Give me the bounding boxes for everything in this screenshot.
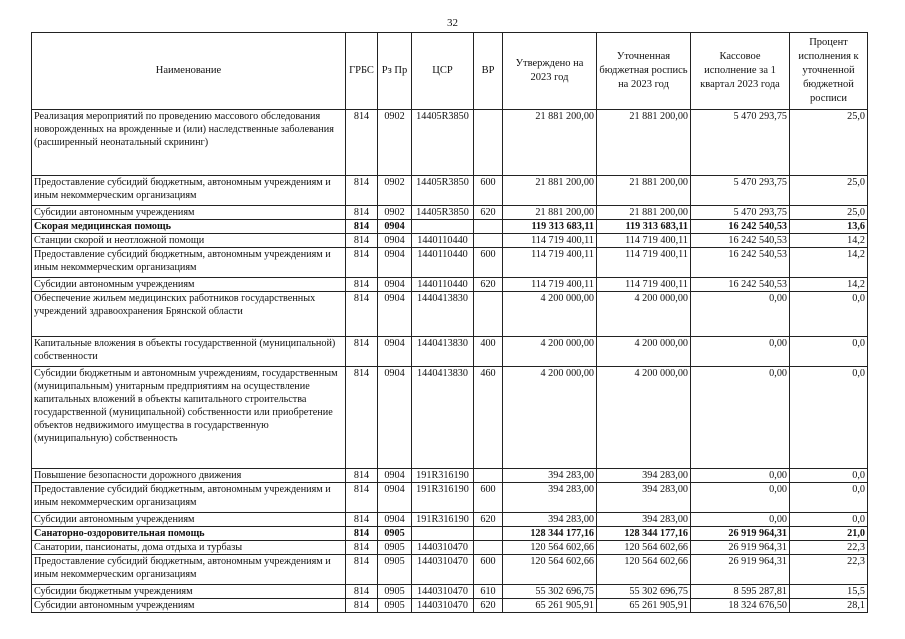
cell-grbs: 814 <box>346 206 378 220</box>
header-row <box>32 33 868 110</box>
cell-refined: 55 302 696,75 <box>597 585 691 599</box>
col-header-approved: Утверждено на 2023 год <box>503 33 597 110</box>
cell-grbs: 814 <box>346 513 378 527</box>
cell-vr: 620 <box>474 278 503 292</box>
col-header-rzpr: Рз Пр <box>378 33 412 110</box>
cell-name: Предоставление субсидий бюджетным, автономным учреждениям и иным некоммерческим организациям <box>32 248 346 278</box>
cell-percent: 14,2 <box>790 234 868 248</box>
cell-csr: 1440413830 <box>412 337 474 367</box>
cell-approved: 114 719 400,11 <box>503 234 597 248</box>
cell-vr: 610 <box>474 585 503 599</box>
cell-refined: 65 261 905,91 <box>597 599 691 613</box>
cell-approved: 21 881 200,00 <box>503 206 597 220</box>
cell-percent: 14,2 <box>790 278 868 292</box>
cell-name: Скорая медицинская помощь <box>32 220 346 234</box>
cell-approved: 120 564 602,66 <box>503 541 597 555</box>
cell-cash: 0,00 <box>691 292 790 337</box>
cell-percent: 22,3 <box>790 555 868 585</box>
cell-cash: 0,00 <box>691 337 790 367</box>
cell-vr <box>474 234 503 248</box>
cell-grbs: 814 <box>346 541 378 555</box>
cell-percent: 0,0 <box>790 367 868 469</box>
page-number: 32 <box>447 17 458 29</box>
cell-percent: 0,0 <box>790 337 868 367</box>
cell-approved: 119 313 683,11 <box>503 220 597 234</box>
cell-csr: 1440413830 <box>412 367 474 469</box>
cell-vr: 600 <box>474 176 503 206</box>
table-row <box>32 176 868 206</box>
cell-grbs: 814 <box>346 337 378 367</box>
cell-name: Санаторно-оздоровительная помощь <box>32 527 346 541</box>
cell-grbs: 814 <box>346 469 378 483</box>
table-row <box>32 110 868 176</box>
cell-csr: 1440310470 <box>412 541 474 555</box>
cell-csr: 191R316190 <box>412 469 474 483</box>
cell-rzpr: 0905 <box>378 585 412 599</box>
cell-percent: 0,0 <box>790 483 868 513</box>
cell-rzpr: 0905 <box>378 541 412 555</box>
cell-cash: 26 919 964,31 <box>691 555 790 585</box>
cell-percent: 25,0 <box>790 206 868 220</box>
cell-name: Субсидии бюджетным и автономным учреждениям, государственным (муниципальным) унитарным предприятиям на осуществление капитальных вложений в объекты капитального строительства государственной (муниципальной) собственности или приобретение объектов недвижимого имущества в государственную (муниципальную) собственность <box>32 367 346 469</box>
table-row <box>32 206 868 220</box>
cell-rzpr: 0904 <box>378 483 412 513</box>
cell-approved: 114 719 400,11 <box>503 248 597 278</box>
cell-name: Субсидии автономным учреждениям <box>32 599 346 613</box>
cell-refined: 114 719 400,11 <box>597 248 691 278</box>
cell-refined: 114 719 400,11 <box>597 278 691 292</box>
table-row <box>32 292 868 337</box>
col-header-cash: Кассовое исполнение за 1 квартал 2023 года <box>691 33 790 110</box>
cell-cash: 0,00 <box>691 483 790 513</box>
cell-csr: 191R316190 <box>412 483 474 513</box>
cell-vr: 460 <box>474 367 503 469</box>
cell-rzpr: 0904 <box>378 513 412 527</box>
cell-rzpr: 0904 <box>378 469 412 483</box>
cell-rzpr: 0904 <box>378 220 412 234</box>
cell-approved: 55 302 696,75 <box>503 585 597 599</box>
cell-rzpr: 0904 <box>378 248 412 278</box>
cell-name: Капитальные вложения в объекты государственной (муниципальной) собственности <box>32 337 346 367</box>
cell-refined: 120 564 602,66 <box>597 541 691 555</box>
col-header-name: Наименование <box>32 33 346 110</box>
cell-csr: 1440110440 <box>412 278 474 292</box>
cell-cash: 0,00 <box>691 513 790 527</box>
cell-name: Субсидии автономным учреждениям <box>32 278 346 292</box>
cell-csr: 1440413830 <box>412 292 474 337</box>
cell-vr <box>474 292 503 337</box>
cell-name: Субсидии автономным учреждениям <box>32 206 346 220</box>
cell-name: Повышение безопасности дорожного движения <box>32 469 346 483</box>
cell-cash: 16 242 540,53 <box>691 220 790 234</box>
cell-csr: 14405R3850 <box>412 110 474 176</box>
cell-name: Реализация мероприятий по проведению массового обследования новорожденных на врожденные и (или) наследственные заболевания (расширенный неонатальный скрининг) <box>32 110 346 176</box>
cell-csr: 1440110440 <box>412 248 474 278</box>
cell-grbs: 814 <box>346 176 378 206</box>
cell-csr: 1440110440 <box>412 234 474 248</box>
cell-cash: 5 470 293,75 <box>691 206 790 220</box>
cell-refined: 394 283,00 <box>597 483 691 513</box>
table-row <box>32 248 868 278</box>
cell-approved: 114 719 400,11 <box>503 278 597 292</box>
cell-cash: 8 595 287,81 <box>691 585 790 599</box>
cell-vr: 600 <box>474 483 503 513</box>
cell-vr: 620 <box>474 599 503 613</box>
table-row <box>32 483 868 513</box>
table-row <box>32 513 868 527</box>
col-header-grbs: ГРБС <box>346 33 378 110</box>
cell-vr: 400 <box>474 337 503 367</box>
cell-percent: 15,5 <box>790 585 868 599</box>
cell-approved: 21 881 200,00 <box>503 176 597 206</box>
cell-cash: 16 242 540,53 <box>691 248 790 278</box>
cell-grbs: 814 <box>346 292 378 337</box>
cell-grbs: 814 <box>346 367 378 469</box>
cell-csr: 1440310470 <box>412 555 474 585</box>
cell-name: Предоставление субсидий бюджетным, автономным учреждениям и иным некоммерческим организациям <box>32 483 346 513</box>
col-header-percent: Процент исполнения к уточненной бюджетной росписи <box>790 33 868 110</box>
table-row <box>32 234 868 248</box>
cell-percent: 25,0 <box>790 176 868 206</box>
cell-approved: 128 344 177,16 <box>503 527 597 541</box>
cell-refined: 394 283,00 <box>597 469 691 483</box>
cell-vr <box>474 469 503 483</box>
cell-refined: 114 719 400,11 <box>597 234 691 248</box>
cell-name: Предоставление субсидий бюджетным, автономным учреждениям и иным некоммерческим организациям <box>32 176 346 206</box>
table-row <box>32 541 868 555</box>
cell-grbs: 814 <box>346 110 378 176</box>
cell-rzpr: 0904 <box>378 234 412 248</box>
cell-vr: 620 <box>474 206 503 220</box>
cell-csr <box>412 527 474 541</box>
cell-rzpr: 0904 <box>378 337 412 367</box>
table-row <box>32 337 868 367</box>
cell-refined: 4 200 000,00 <box>597 367 691 469</box>
cell-percent: 28,1 <box>790 599 868 613</box>
cell-vr: 620 <box>474 513 503 527</box>
cell-percent: 25,0 <box>790 110 868 176</box>
cell-rzpr: 0905 <box>378 599 412 613</box>
table-row <box>32 367 868 469</box>
cell-csr: 14405R3850 <box>412 206 474 220</box>
cell-csr <box>412 220 474 234</box>
cell-percent: 14,2 <box>790 248 868 278</box>
cell-refined: 394 283,00 <box>597 513 691 527</box>
cell-grbs: 814 <box>346 555 378 585</box>
cell-rzpr: 0902 <box>378 110 412 176</box>
cell-cash: 5 470 293,75 <box>691 176 790 206</box>
cell-csr: 14405R3850 <box>412 176 474 206</box>
cell-refined: 4 200 000,00 <box>597 292 691 337</box>
cell-cash: 16 242 540,53 <box>691 234 790 248</box>
cell-approved: 4 200 000,00 <box>503 337 597 367</box>
cell-rzpr: 0902 <box>378 206 412 220</box>
cell-grbs: 814 <box>346 599 378 613</box>
col-header-vr: ВР <box>474 33 503 110</box>
cell-cash: 5 470 293,75 <box>691 110 790 176</box>
cell-vr: 600 <box>474 248 503 278</box>
cell-grbs: 814 <box>346 248 378 278</box>
cell-percent: 0,0 <box>790 292 868 337</box>
cell-vr: 600 <box>474 555 503 585</box>
cell-refined: 120 564 602,66 <box>597 555 691 585</box>
cell-grbs: 814 <box>346 527 378 541</box>
table-row <box>32 527 868 541</box>
cell-rzpr: 0904 <box>378 367 412 469</box>
cell-name: Субсидии автономным учреждениям <box>32 513 346 527</box>
cell-approved: 4 200 000,00 <box>503 292 597 337</box>
cell-approved: 394 283,00 <box>503 513 597 527</box>
cell-approved: 394 283,00 <box>503 469 597 483</box>
cell-grbs: 814 <box>346 234 378 248</box>
cell-approved: 21 881 200,00 <box>503 110 597 176</box>
cell-percent: 0,0 <box>790 513 868 527</box>
cell-refined: 21 881 200,00 <box>597 110 691 176</box>
cell-name: Станции скорой и неотложной помощи <box>32 234 346 248</box>
cell-name: Субсидии бюджетным учреждениям <box>32 585 346 599</box>
cell-grbs: 814 <box>346 278 378 292</box>
cell-percent: 0,0 <box>790 469 868 483</box>
cell-vr <box>474 220 503 234</box>
cell-rzpr: 0904 <box>378 278 412 292</box>
cell-grbs: 814 <box>346 585 378 599</box>
cell-name: Предоставление субсидий бюджетным, автономным учреждениям и иным некоммерческим организациям <box>32 555 346 585</box>
cell-vr <box>474 541 503 555</box>
cell-name: Санатории, пансионаты, дома отдыха и турбазы <box>32 541 346 555</box>
col-header-csr: ЦСР <box>412 33 474 110</box>
table-row <box>32 278 868 292</box>
budget-table <box>31 32 868 613</box>
table-row <box>32 469 868 483</box>
table-row <box>32 220 868 234</box>
cell-approved: 4 200 000,00 <box>503 367 597 469</box>
cell-csr: 191R316190 <box>412 513 474 527</box>
cell-approved: 394 283,00 <box>503 483 597 513</box>
cell-refined: 4 200 000,00 <box>597 337 691 367</box>
cell-percent: 22,3 <box>790 541 868 555</box>
table-row <box>32 585 868 599</box>
cell-vr <box>474 110 503 176</box>
cell-refined: 128 344 177,16 <box>597 527 691 541</box>
cell-vr <box>474 527 503 541</box>
cell-cash: 26 919 964,31 <box>691 527 790 541</box>
cell-grbs: 814 <box>346 483 378 513</box>
table-row <box>32 599 868 613</box>
cell-csr: 1440310470 <box>412 599 474 613</box>
cell-rzpr: 0905 <box>378 555 412 585</box>
cell-cash: 0,00 <box>691 367 790 469</box>
cell-cash: 0,00 <box>691 469 790 483</box>
cell-percent: 21,0 <box>790 527 868 541</box>
cell-rzpr: 0904 <box>378 292 412 337</box>
cell-rzpr: 0902 <box>378 176 412 206</box>
cell-csr: 1440310470 <box>412 585 474 599</box>
table-row <box>32 555 868 585</box>
cell-refined: 119 313 683,11 <box>597 220 691 234</box>
cell-percent: 13,6 <box>790 220 868 234</box>
cell-grbs: 814 <box>346 220 378 234</box>
cell-cash: 18 324 676,50 <box>691 599 790 613</box>
cell-cash: 26 919 964,31 <box>691 541 790 555</box>
cell-approved: 65 261 905,91 <box>503 599 597 613</box>
cell-name: Обеспечение жильем медицинских работников государственных учреждений здравоохранения Брянской области <box>32 292 346 337</box>
cell-rzpr: 0905 <box>378 527 412 541</box>
cell-refined: 21 881 200,00 <box>597 176 691 206</box>
cell-cash: 16 242 540,53 <box>691 278 790 292</box>
col-header-refined: Уточненная бюджетная роспись на 2023 год <box>597 33 691 110</box>
cell-approved: 120 564 602,66 <box>503 555 597 585</box>
cell-refined: 21 881 200,00 <box>597 206 691 220</box>
